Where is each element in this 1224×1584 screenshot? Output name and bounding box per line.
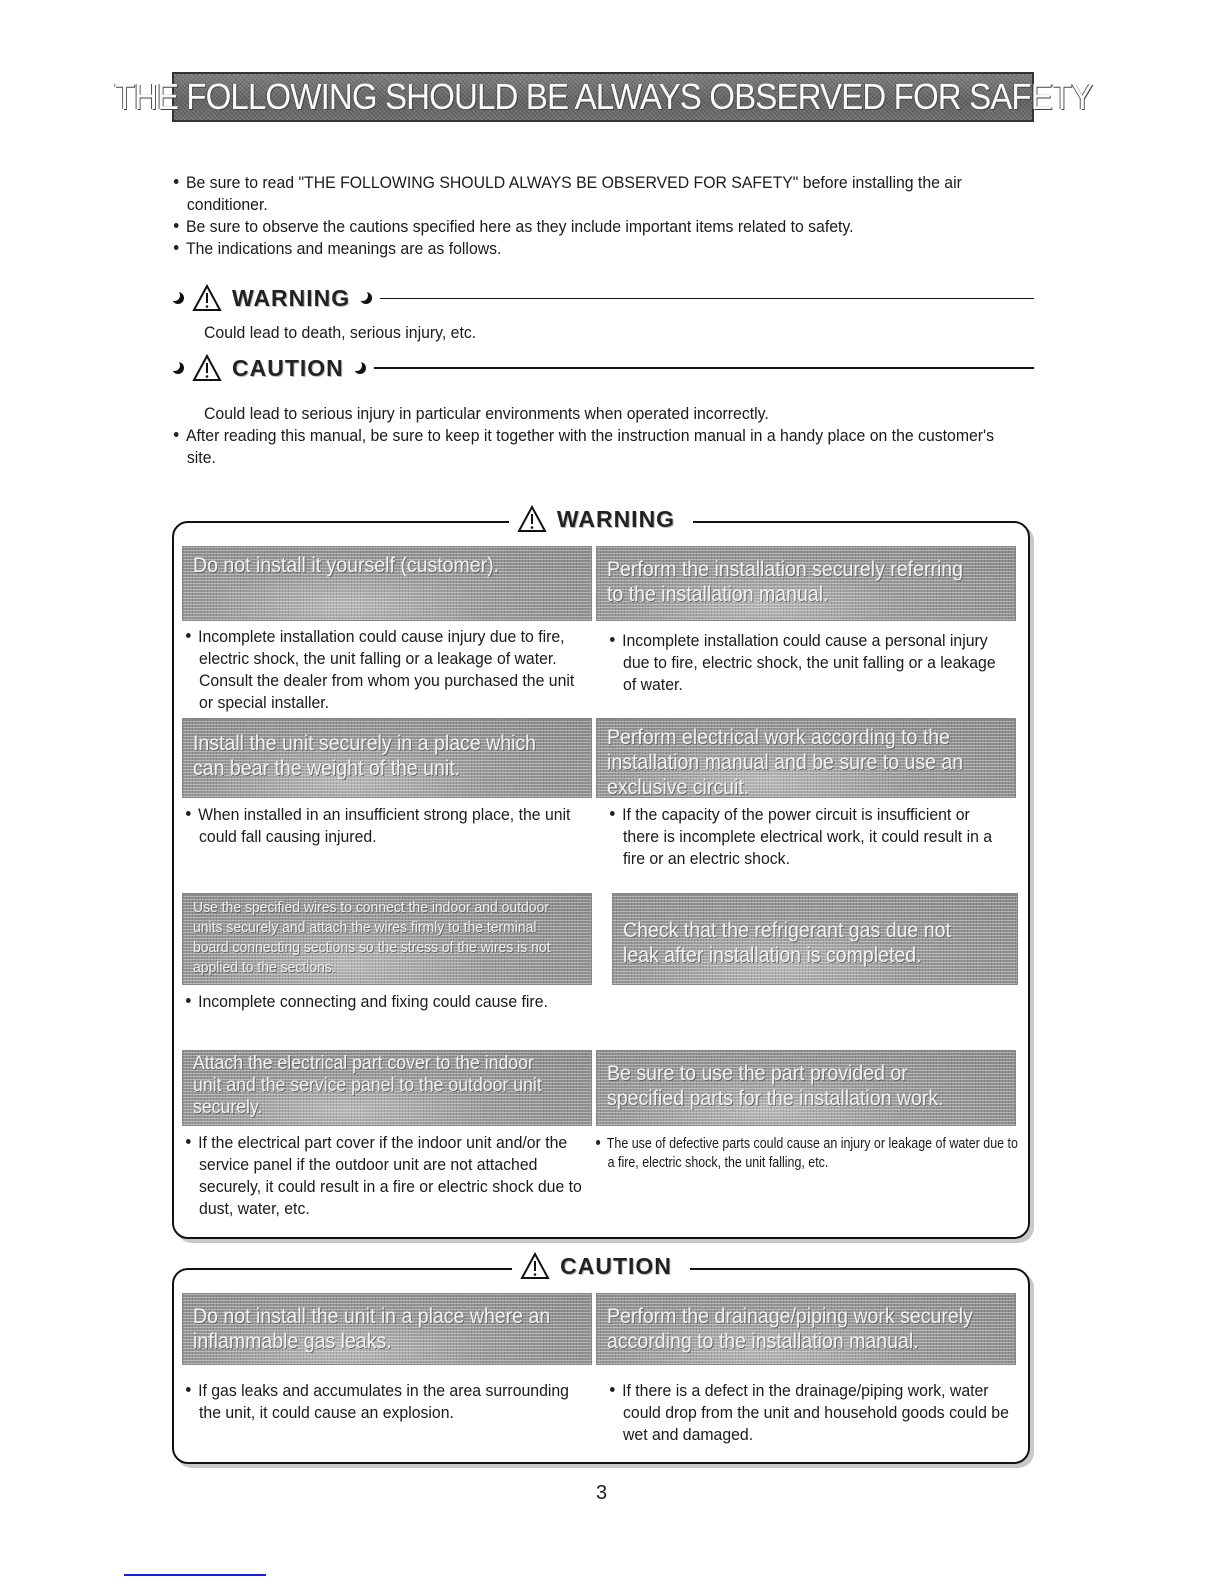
- intro-bullet: Be sure to read "THE FOLLOWING SHOULD ALWAYS BE OBSERVED FOR SAFETY" before installing the air conditioner.: [172, 172, 981, 216]
- bullet-icon: [174, 179, 179, 184]
- warning-box-header: [174, 505, 1028, 533]
- warning-panel-electrical-work: Perform electrical work according to the installation manual and be sure to use an exclusive circuit.: [596, 718, 1016, 798]
- after-reading-note: After reading this manual, be sure to keep it together with the instruction manual in a handy place on the customer's site.: [172, 425, 1005, 469]
- caution-panel-drainage-piping: Perform the drainage/piping work securely according to the installation manual.: [596, 1293, 1016, 1365]
- warning-panel-do-not-install-yourself: Do not install it yourself (customer).: [182, 546, 592, 621]
- warning-item-text: If the capacity of the power circuit is insufficient or there is incomplete electrical work, it could result in a fire or an electric shock.: [610, 804, 1010, 870]
- caution-box-header: [174, 1252, 1028, 1280]
- crescent-icon: [172, 362, 184, 374]
- bullet-icon: [610, 811, 615, 816]
- bullet-icon: [186, 998, 191, 1003]
- caution-panel-inflammable-gas: Do not install the unit in a place where an inflammable gas leaks.: [182, 1293, 592, 1365]
- warning-item-text: When installed in an insufficient strong place, the unit could fall causing injured.: [186, 804, 577, 848]
- bullet-icon: [174, 432, 179, 437]
- warning-item-text: Incomplete connecting and fixing could cause fire.: [186, 991, 577, 1013]
- legend-warning-row: [172, 284, 1034, 312]
- bullet-icon: [186, 1139, 191, 1144]
- crescent-icon: [360, 292, 372, 304]
- legend-warning-label: WARNING: [232, 284, 351, 311]
- page-banner: [114, 72, 1092, 122]
- warning-box-label: WARNING: [556, 505, 676, 532]
- bullet-icon: [610, 637, 615, 642]
- warning-panel-electrical-cover: Attach the electrical part cover to the indoor unit and the service panel to the outdoor unit securely.: [182, 1050, 592, 1126]
- crescent-icon: [354, 362, 366, 374]
- bullet-icon: [186, 811, 191, 816]
- legend-caution-label: CAUTION: [232, 354, 344, 381]
- caution-item-text: If gas leaks and accumulates in the area surrounding the unit, it could cause an explosion.: [186, 1380, 577, 1424]
- caution-item-text: If there is a defect in the drainage/piping work, water could drop from the unit and household goods could be wet and damaged.: [610, 1380, 1010, 1446]
- intro-bullet: Be sure to observe the cautions specified here as they include important items related to safety.: [172, 216, 981, 238]
- caution-box-label: CAUTION: [560, 1252, 672, 1279]
- bullet-icon: [610, 1387, 615, 1392]
- crescent-icon: [172, 292, 184, 304]
- warning-panel-refrigerant-gas: Check that the refrigerant gas due not leak after installation is completed.: [612, 893, 1018, 985]
- warning-item-text: If the electrical part cover if the indoor unit and/or the service panel if the outdoor unit are not attached securely, it could result in a fire or electric shock due to dust, water, etc.: [186, 1132, 595, 1220]
- warning-triangle-icon: [517, 505, 547, 533]
- bullet-icon: [174, 223, 179, 228]
- warning-panel-specified-wires: Use the specified wires to connect the indoor and outdoor units securely and attach the wires firmly to the terminal board connecting sections so the stress of the wires is not applied to the sections.: [182, 893, 592, 985]
- caution-triangle-icon: [192, 354, 222, 382]
- banner-title: THE FOLLOWING SHOULD BE ALWAYS OBSERVED FOR SAFETY: [114, 76, 1092, 117]
- warning-item-text: Incomplete installation could cause injury due to fire, electric shock, the unit falling or a leakage of water. Consult the dealer from whom you purchased the unit or special installer.: [186, 626, 577, 714]
- link-underline: [124, 1574, 266, 1576]
- bullet-icon: [596, 1140, 600, 1145]
- bullet-icon: [186, 633, 191, 638]
- warning-triangle-icon: [192, 284, 222, 312]
- legend-caution-meaning: Could lead to serious injury in particular environments when operated incorrectly.: [204, 404, 769, 423]
- warning-panel-install-securely: Install the unit securely in a place which can bear the weight of the unit.: [182, 718, 592, 798]
- warning-item-text: Incomplete installation could cause a personal injury due to fire, electric shock, the unit falling or a leakage of water.: [610, 630, 1010, 696]
- warning-panel-perform-installation: Perform the installation securely referring to the installation manual.: [596, 546, 1016, 621]
- bullet-icon: [174, 245, 179, 250]
- intro-bullets: [172, 172, 981, 260]
- warning-panel-specified-parts: Be sure to use the part provided or specified parts for the installation work.: [596, 1050, 1016, 1126]
- page-number: 3: [596, 1482, 608, 1504]
- divider: [380, 298, 1034, 299]
- intro-bullet: The indications and meanings are as follows.: [172, 238, 981, 260]
- bullet-icon: [186, 1387, 191, 1392]
- warning-item-text: The use of defective parts could cause an injury or leakage of water due to a fire, electric shock, the unit falling, etc.: [596, 1134, 1019, 1172]
- legend-warning-meaning: Could lead to death, serious injury, etc.: [204, 323, 477, 342]
- divider: [374, 367, 1034, 369]
- legend-caution-row: [172, 354, 1034, 382]
- caution-triangle-icon: [520, 1252, 550, 1280]
